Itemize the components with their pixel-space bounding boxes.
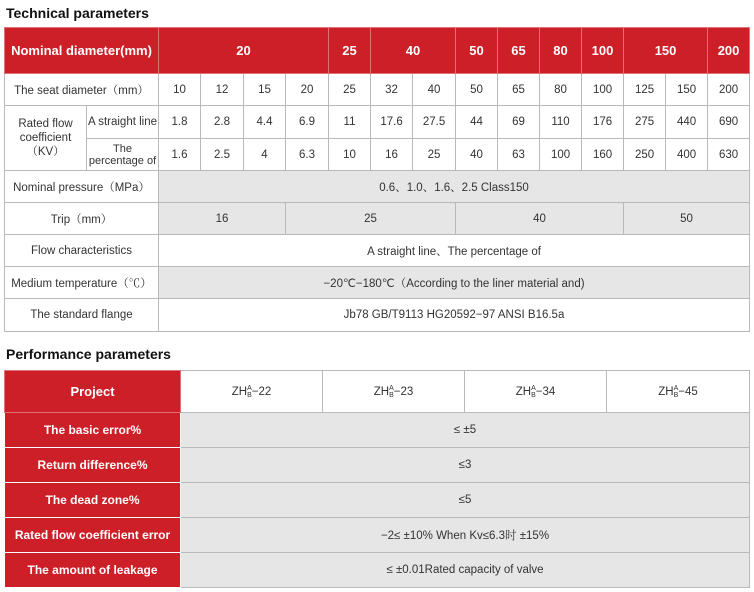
technical-table (4, 27, 750, 332)
perf-value: ≤ ±5 (181, 413, 750, 448)
percent-cell: 63 (498, 139, 540, 171)
perf-row (5, 553, 750, 588)
seat-cell: 80 (540, 74, 582, 106)
seat-cell: 25 (329, 74, 371, 106)
perf-row (5, 448, 750, 483)
nominal-cell: 150 (624, 28, 708, 74)
percent-cell: 400 (666, 139, 708, 171)
perf-label: Return difference% (5, 448, 181, 483)
nominal-row (5, 28, 750, 74)
straight-cell: 4.4 (244, 106, 286, 139)
kv-label: Rated flow coefficient（KV） (5, 106, 87, 171)
seat-cell: 200 (708, 74, 750, 106)
percent-cell: 16 (371, 139, 413, 171)
nominal-header: Nominal diameter(mm) (5, 28, 159, 74)
model-suffix: −34 (535, 385, 556, 398)
technical-title: Technical parameters (6, 5, 149, 21)
straight-label: A straight line (87, 106, 159, 139)
seat-cell: 65 (498, 74, 540, 106)
seat-cell: 20 (286, 74, 329, 106)
nominal-cell: 20 (159, 28, 329, 74)
perf-label: The dead zone% (5, 483, 181, 518)
percent-cell: 40 (456, 139, 498, 171)
seat-cell: 15 (244, 74, 286, 106)
seat-label: The seat diameter（mm） (5, 74, 159, 106)
straight-cell: 69 (498, 106, 540, 139)
seat-cell: 150 (666, 74, 708, 106)
straight-cell: 27.5 (413, 106, 456, 139)
straight-cell: 11 (329, 106, 371, 139)
perf-value: ≤3 (181, 448, 750, 483)
straight-cell: 440 (666, 106, 708, 139)
nominal-cell: 25 (329, 28, 371, 74)
model-prefix: ZH (515, 385, 532, 398)
pressure-label: Nominal pressure（MPa） (5, 171, 159, 203)
straight-cell: 275 (624, 106, 666, 139)
percent-cell: 1.6 (159, 139, 201, 171)
percent-cell: 10 (329, 139, 371, 171)
nominal-cell: 80 (540, 28, 582, 74)
perf-label: Rated flow coefficient error (5, 518, 181, 553)
seat-cell: 32 (371, 74, 413, 106)
straight-cell: 6.9 (286, 106, 329, 139)
flange-row (5, 299, 750, 332)
model-sub: B (389, 391, 394, 399)
trip-label: Trip（mm） (5, 203, 159, 235)
nominal-cell: 50 (456, 28, 498, 74)
project-label: Project (5, 371, 181, 413)
model-cell (607, 371, 750, 413)
flange-label: The standard flange (5, 299, 159, 332)
perf-value: −2≤ ±10% When Kv≤6.3时 ±15% (181, 518, 750, 553)
seat-cell: 100 (582, 74, 624, 106)
flange-value: Jb78 GB/T9113 HG20592−97 ANSI B16.5a (159, 299, 750, 332)
model-cell (181, 371, 323, 413)
percent-label: The percentage of (87, 139, 159, 171)
seat-row (5, 74, 750, 106)
percent-cell: 6.3 (286, 139, 329, 171)
perf-label: The amount of leakage (5, 553, 181, 588)
straight-cell: 690 (708, 106, 750, 139)
model-sub: B (247, 391, 252, 399)
straight-cell: 44 (456, 106, 498, 139)
nominal-cell: 100 (582, 28, 624, 74)
percent-cell: 25 (413, 139, 456, 171)
trip-cell: 40 (456, 203, 624, 235)
flow-label: Flow characteristics (5, 235, 159, 267)
seat-cell: 40 (413, 74, 456, 106)
flow-value: A straight line、The percentage of (159, 235, 750, 267)
straight-cell: 110 (540, 106, 582, 139)
straight-cell: 176 (582, 106, 624, 139)
perf-row (5, 413, 750, 448)
perf-value: ≤ ±0.01Rated capacity of valve (181, 553, 750, 588)
temp-label: Medium temperature（℃） (5, 267, 159, 299)
perf-row (5, 483, 750, 518)
model-sup: A (247, 384, 252, 392)
model-suffix: −23 (393, 385, 414, 398)
trip-cell: 50 (624, 203, 750, 235)
percent-row (5, 139, 750, 171)
model-prefix: ZH (373, 385, 390, 398)
trip-cell: 25 (286, 203, 456, 235)
model-suffix: −45 (678, 385, 698, 398)
model-cell (323, 371, 465, 413)
temp-value: −20℃−180℃（According to the liner material and) (159, 267, 750, 299)
perf-label: The basic error% (5, 413, 181, 448)
seat-cell: 10 (159, 74, 201, 106)
straight-cell: 2.8 (201, 106, 244, 139)
straight-cell: 1.8 (159, 106, 201, 139)
nominal-cell: 200 (708, 28, 750, 74)
perf-row (5, 518, 750, 553)
model-sub: B (531, 391, 536, 399)
pressure-row (5, 171, 750, 203)
straight-cell: 17.6 (371, 106, 413, 139)
model-prefix: ZH (658, 385, 674, 398)
model-sub: B (673, 391, 679, 399)
percent-cell: 4 (244, 139, 286, 171)
model-sup: A (673, 384, 679, 392)
project-row (5, 371, 750, 413)
seat-cell: 125 (624, 74, 666, 106)
trip-row (5, 203, 750, 235)
flow-row (5, 235, 750, 267)
model-prefix: ZH (231, 385, 248, 398)
percent-cell: 630 (708, 139, 750, 171)
model-cell (465, 371, 607, 413)
seat-cell: 50 (456, 74, 498, 106)
model-sup: A (389, 384, 394, 392)
performance-title: Performance parameters (6, 346, 171, 362)
temp-row (5, 267, 750, 299)
model-suffix: −22 (251, 385, 272, 398)
straight-row (5, 106, 750, 139)
percent-cell: 100 (540, 139, 582, 171)
performance-table (4, 370, 750, 588)
percent-cell: 2.5 (201, 139, 244, 171)
perf-value: ≤5 (181, 483, 750, 518)
seat-cell: 12 (201, 74, 244, 106)
trip-cell: 16 (159, 203, 286, 235)
model-sup: A (531, 384, 536, 392)
nominal-cell: 65 (498, 28, 540, 74)
percent-cell: 250 (624, 139, 666, 171)
pressure-value: 0.6、1.0、1.6、2.5 Class150 (159, 171, 750, 203)
percent-cell: 160 (582, 139, 624, 171)
nominal-cell: 40 (371, 28, 456, 74)
